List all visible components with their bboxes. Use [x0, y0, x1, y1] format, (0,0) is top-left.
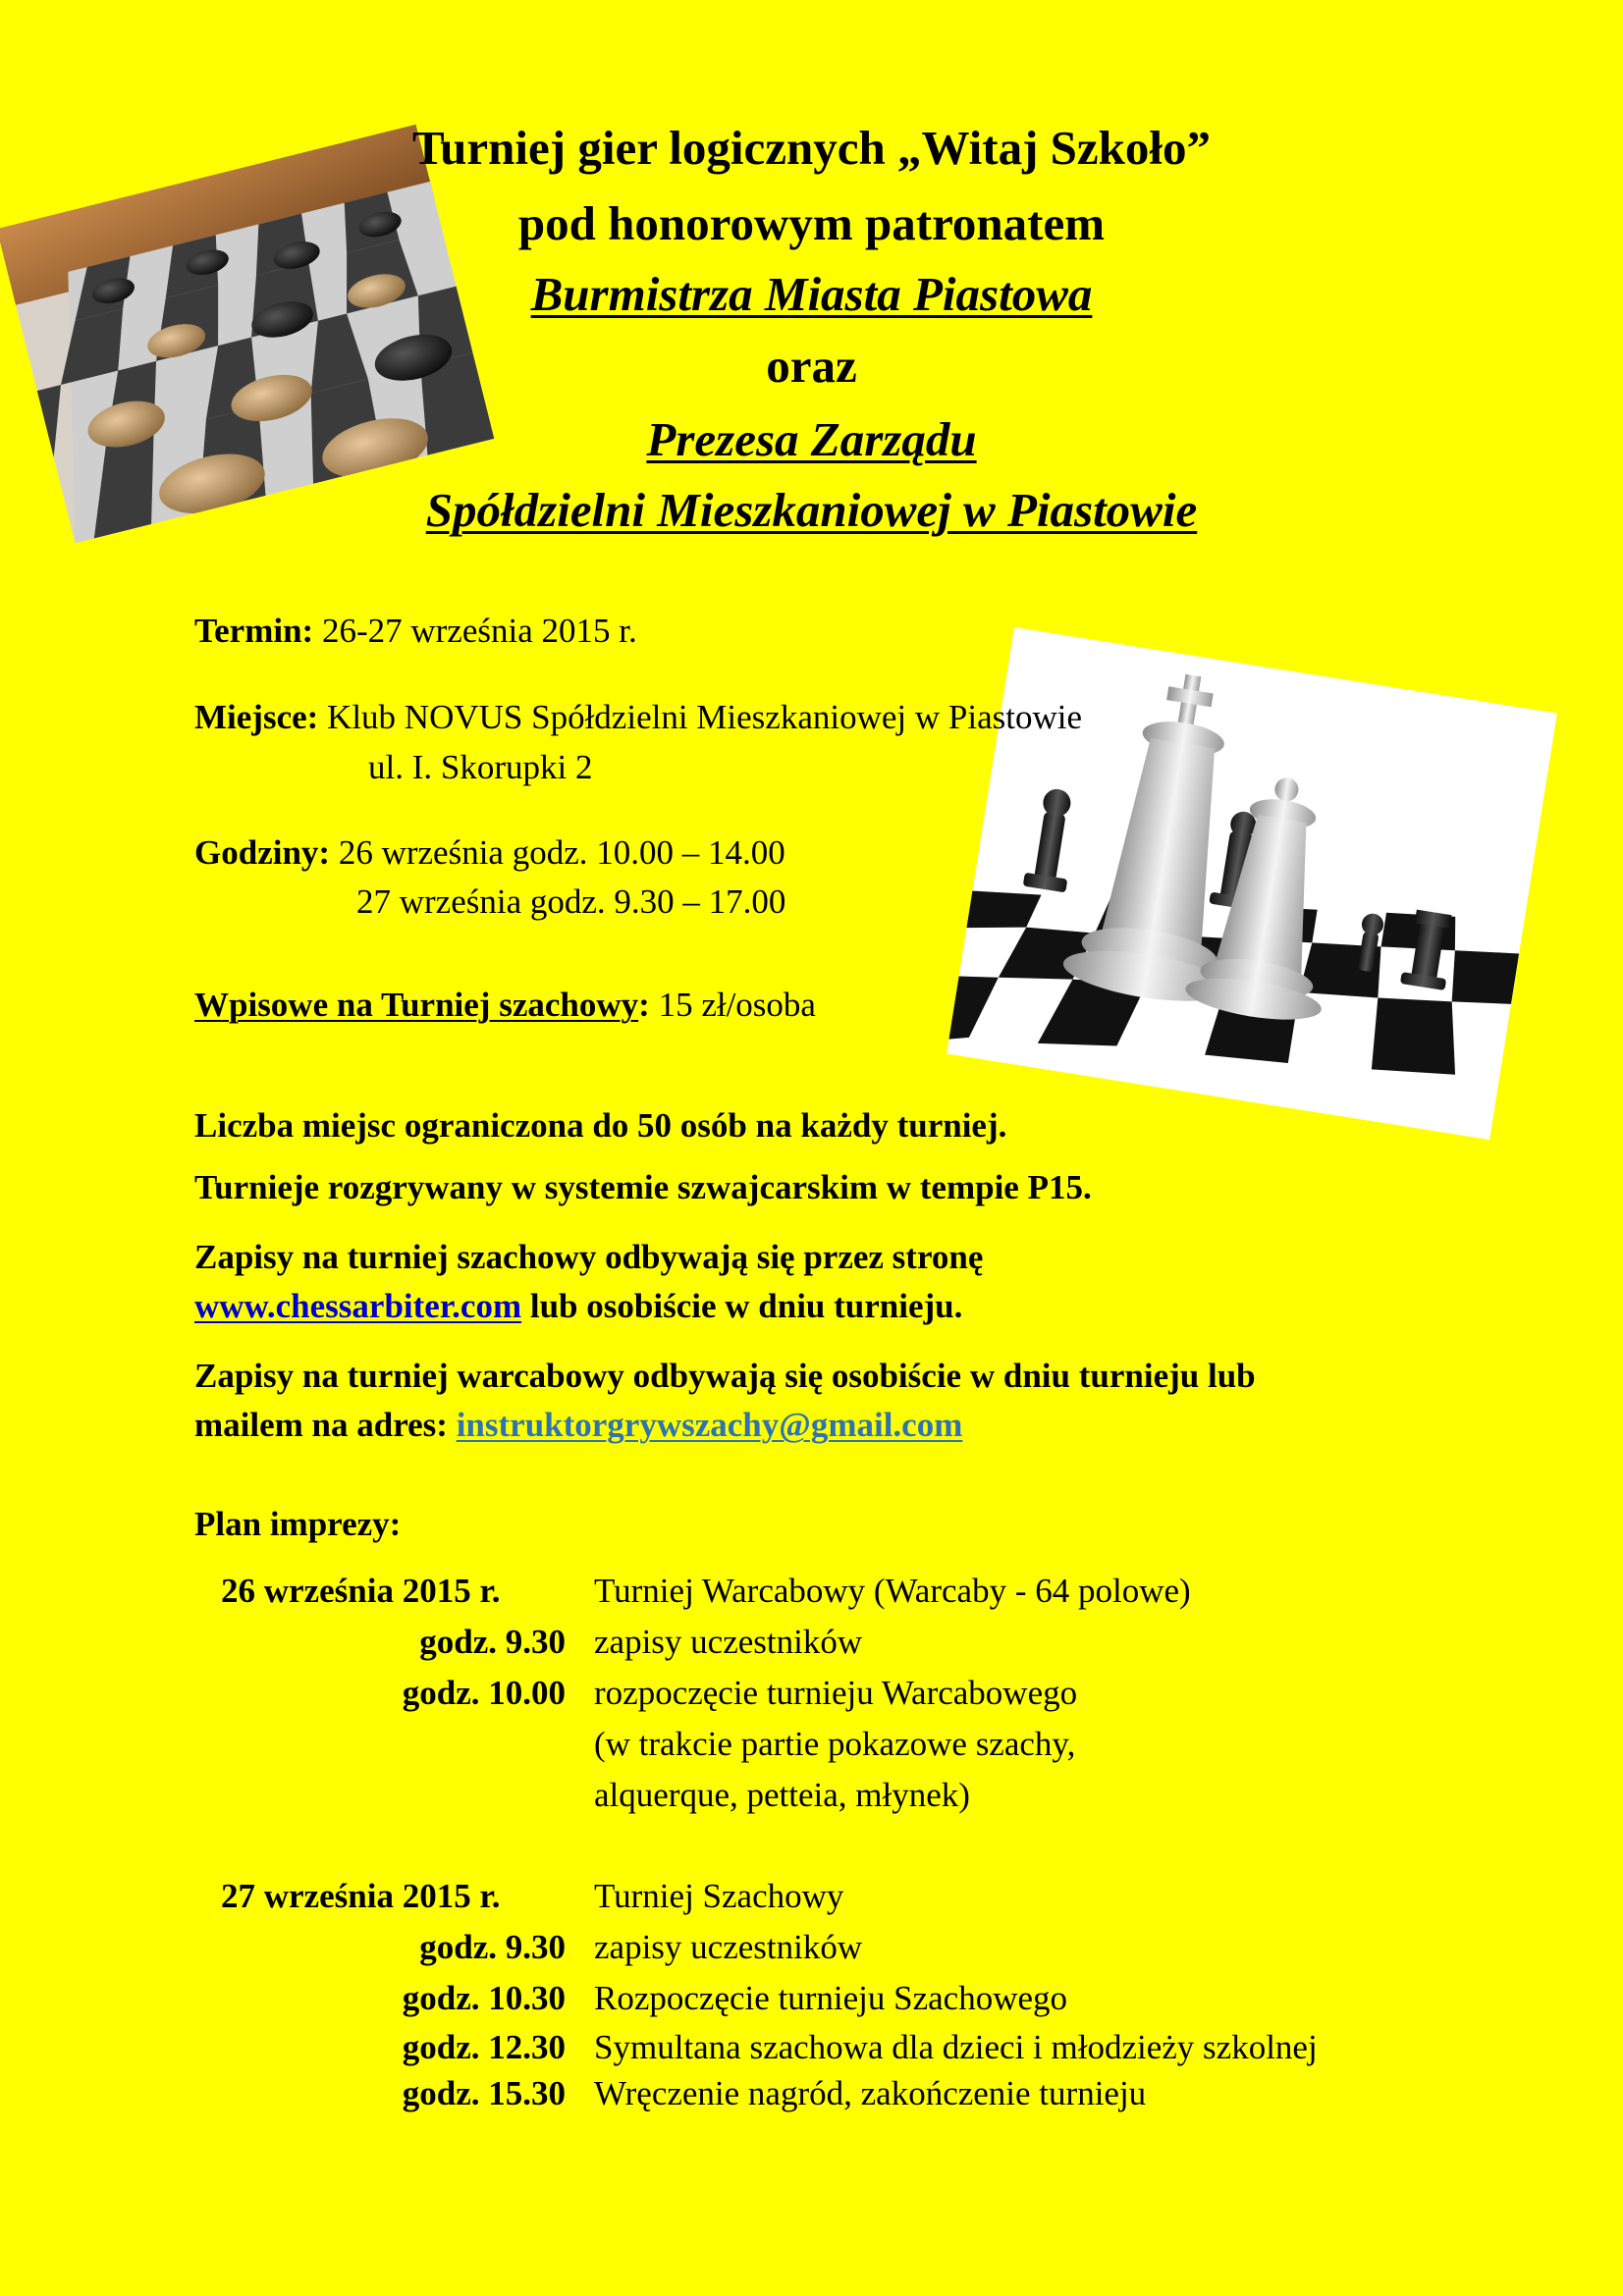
day2-desc-4: Wręczenie nagród, zakończenie turnieju	[594, 2074, 1147, 2112]
termin-value: 26-27 września 2015 r.	[313, 612, 637, 650]
wpisowe-label: Wpisowe na Turniej szachowy	[194, 986, 639, 1024]
day2-title: Turniej Szachowy	[594, 1877, 844, 1915]
termin-row	[194, 610, 637, 653]
title-line-4: oraz	[766, 339, 857, 393]
day2-time-1: godz. 9.30	[419, 1928, 566, 1966]
day1-title: Turniej Warcabowy (Warcaby - 64 polowe)	[594, 1572, 1191, 1610]
title-line-1: Turniej gier logicznych „Witaj Szkoło”	[411, 121, 1212, 175]
day1-desc-1: zapisy uczestników	[594, 1623, 863, 1661]
day1-date: 26 września 2015 r.	[221, 1572, 501, 1610]
wpisowe-value: 15 zł/osoba	[649, 986, 816, 1024]
plan-heading: Plan imprezy:	[194, 1505, 402, 1543]
title-line-5: Prezesa Zarządu	[646, 412, 977, 466]
day1-time-2: godz. 10.00	[402, 1674, 566, 1712]
day2-desc-1: zapisy uczestników	[594, 1928, 863, 1966]
day2-date: 27 września 2015 r.	[221, 1877, 501, 1915]
day2-desc-3: Symultana szachowa dla dzieci i młodzieży szkolnej	[594, 2028, 1318, 2066]
note-chess-signup-2	[194, 1285, 962, 1328]
day1-desc-2: rozpoczęcie turnieju Warcabowego	[594, 1674, 1078, 1712]
note-checkers-signup-2	[194, 1404, 962, 1447]
note-system: Turnieje rozgrywany w systemie szwajcarskim w tempie P15.	[194, 1168, 1092, 1206]
day1-desc-4: alquerque, petteia, młynek)	[594, 1776, 970, 1814]
day2-desc-2: Rozpoczęcie turnieju Szachowego	[594, 1979, 1068, 2017]
email-link[interactable]: instruktorgrywszachy@gmail.com	[456, 1406, 963, 1444]
note-checkers-signup: Zapisy na turniej warcabowy odbywają się osobiście w dniu turnieju lub	[194, 1357, 1256, 1395]
godziny-value-2: 27 września godz. 9.30 – 17.00	[356, 882, 786, 921]
miejsce-value: Klub NOVUS Spółdzielni Mieszkaniowej w Piastowie	[318, 698, 1083, 736]
wpisowe-row	[194, 984, 816, 1027]
godziny-row	[194, 831, 785, 875]
day1-desc-3: (w trakcie partie pokazowe szachy,	[594, 1725, 1076, 1763]
godziny-label: Godziny:	[194, 833, 331, 872]
title-line-2: pod honorowym patronatem	[517, 196, 1106, 250]
day2-time-3: godz. 12.30	[402, 2028, 566, 2066]
termin-label: Termin:	[194, 612, 314, 650]
chessarbiter-link[interactable]: www.chessarbiter.com	[194, 1287, 522, 1325]
miejsce-address: ul. I. Skorupki 2	[368, 748, 593, 786]
wpisowe-colon: :	[638, 986, 650, 1024]
day1-time-1: godz. 9.30	[419, 1623, 566, 1661]
email-prefix: mailem na adres:	[194, 1406, 457, 1444]
miejsce-label: Miejsce:	[194, 698, 319, 736]
day2-time-4: godz. 15.30	[402, 2074, 566, 2112]
miejsce-row	[194, 696, 1082, 739]
note-chess-signup: Zapisy na turniej szachowy odbywają się przez stronę	[194, 1238, 984, 1276]
title-line-3: Burmistrza Miasta Piastowa	[530, 267, 1093, 321]
day2-time-2: godz. 10.30	[402, 1979, 566, 2017]
note-capacity: Liczba miejsc ograniczona do 50 osób na każdy turniej.	[194, 1106, 1007, 1145]
note-chess-signup-rest: lub osobiście w dniu turnieju.	[521, 1287, 963, 1325]
godziny-value-1: 26 września godz. 10.00 – 14.00	[330, 833, 785, 872]
title-line-6: Spółdzielni Mieszkaniowej w Piastowie	[425, 483, 1198, 537]
